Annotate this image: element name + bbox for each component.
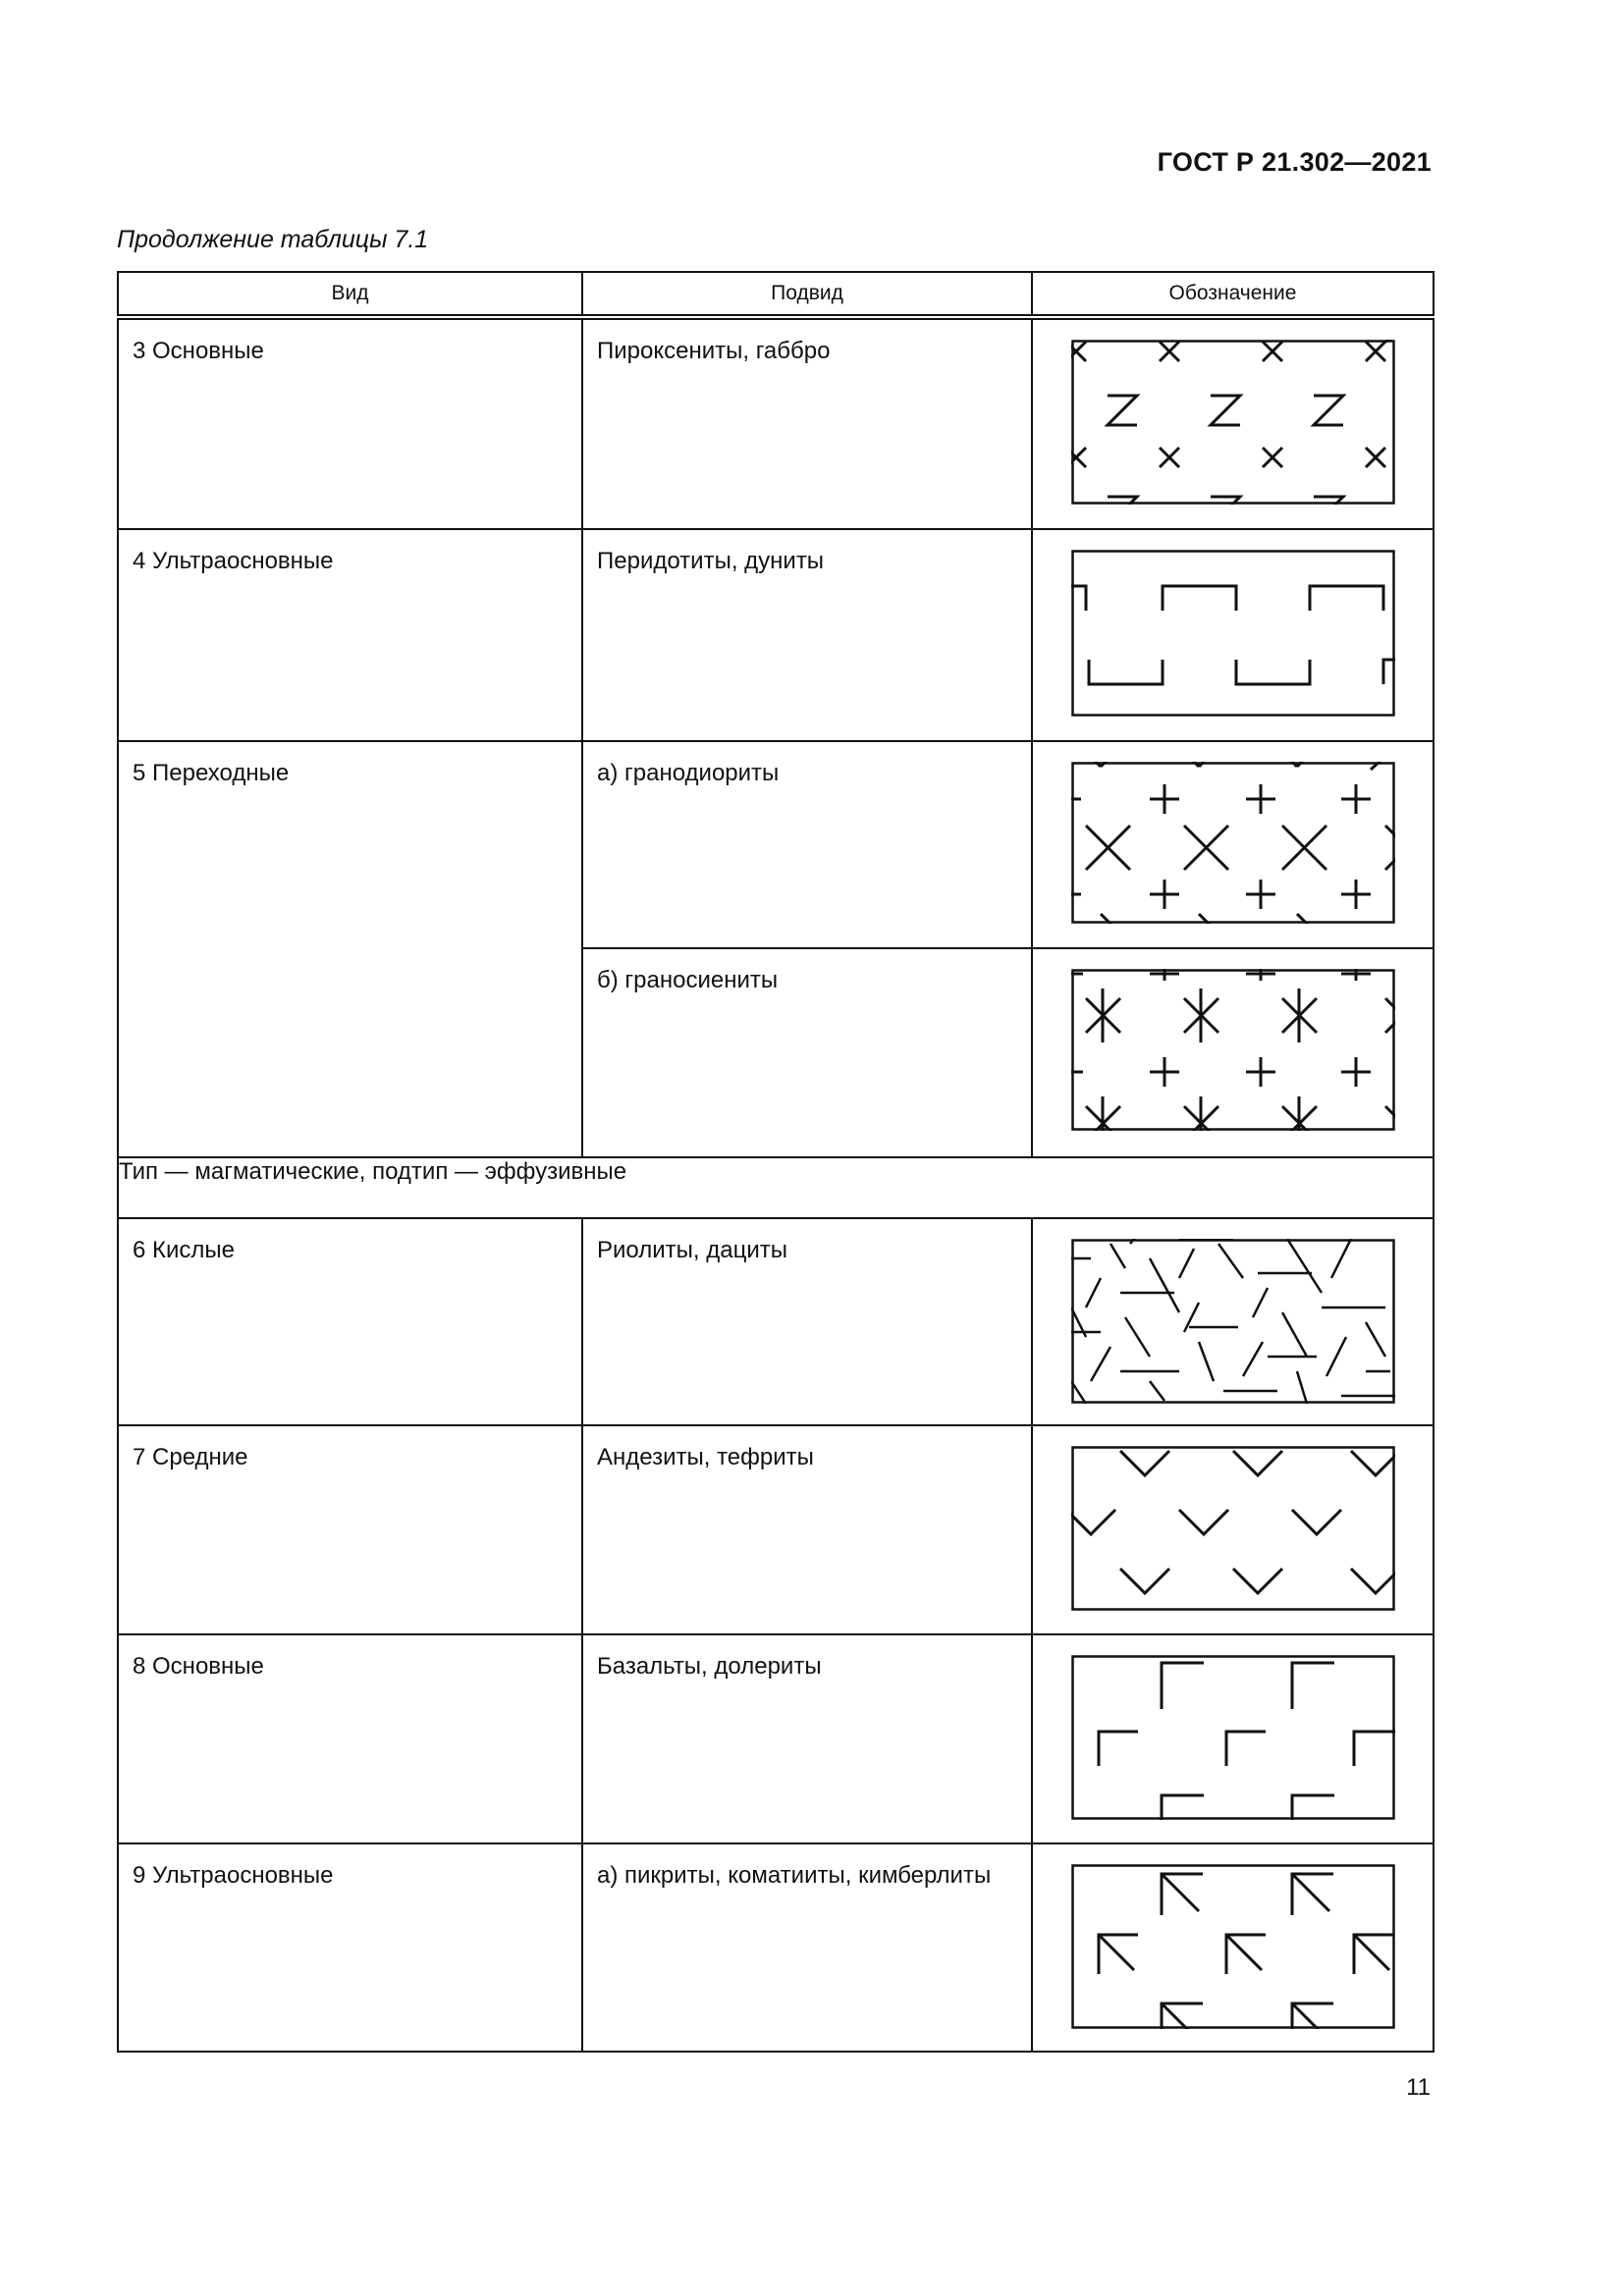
podvid-cell: Пироксениты, габбро [597,338,831,364]
vid-cell: 4 Ультраосновные [133,548,334,574]
granosyenite-pattern [1071,969,1395,1131]
table-row [118,741,1434,948]
vid-cell: 3 Основные [133,338,264,364]
podvid-cell: б) граносиениты [597,967,779,993]
podvid-cell: Базальты, долериты [597,1653,822,1680]
table-row [118,1425,1434,1634]
table-row [118,1634,1434,1843]
table-header-row [118,272,1434,317]
column-header-oboznachenie: Обозначение [1032,272,1434,317]
rhyolite-dacite-pattern [1071,1239,1395,1404]
podvid-cell: а) пикриты, коматииты, кимберлиты [597,1862,992,1889]
podvid-cell: Андезиты, тефриты [597,1444,814,1470]
vid-cell: 5 Переходные [133,760,290,786]
vid-cell: 7 Средние [133,1444,248,1470]
table-row [118,529,1434,741]
podvid-cell: а) гранодиориты [597,760,780,786]
pyroxenite-gabbro-pattern [1071,340,1395,505]
granodiorite-pattern [1071,762,1395,924]
page-number: 11 [1406,2074,1431,2101]
document-code: ГОСТ Р 21.302—2021 [1157,147,1432,177]
vid-cell: 6 Кислые [133,1237,236,1263]
vid-cell: 9 Ультраосновные [133,1862,334,1889]
vid-cell: 8 Основные [133,1653,264,1680]
podvid-cell: Риолиты, дациты [597,1237,787,1263]
picrite-komatiite-kimberlite-pattern [1071,1864,1395,2029]
section-heading: Тип — магматические, подтип — эффузивные [118,1157,1434,1218]
table-row [118,317,1434,529]
table-row [118,1218,1434,1425]
basalt-dolerite-pattern [1071,1655,1395,1820]
table-caption: Продолжение таблицы 7.1 [117,226,429,253]
andesite-tephrite-pattern [1071,1446,1395,1611]
table-row [118,1843,1434,2052]
column-header-podvid: Подвид [582,272,1032,317]
section-heading-row [118,1157,1434,1218]
column-header-vid: Вид [118,272,582,317]
rock-symbols-table [117,271,1435,2053]
podvid-cell: Перидотиты, дуниты [597,548,825,574]
peridotite-dunite-pattern [1071,550,1395,717]
